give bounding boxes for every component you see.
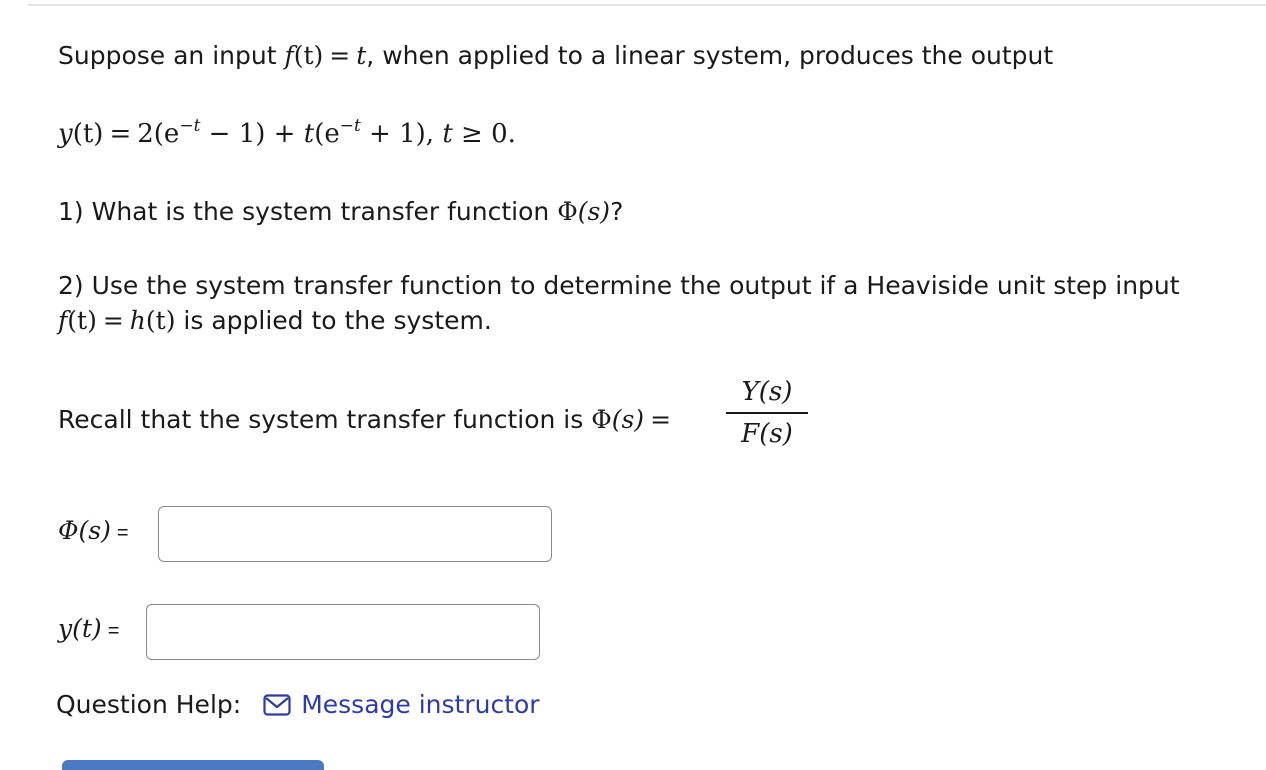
math-y: y bbox=[58, 119, 73, 149]
fraction-numerator: Y(s) bbox=[741, 377, 793, 407]
math-phi: Φ bbox=[591, 405, 612, 434]
math-equals: = bbox=[650, 405, 672, 434]
math-s-arg: (s) bbox=[577, 197, 611, 226]
part1-qmark: ? bbox=[610, 197, 624, 226]
question-help-label: Question Help: bbox=[56, 690, 242, 719]
math-equals: = bbox=[109, 119, 132, 149]
submit-button[interactable] bbox=[62, 760, 324, 770]
math-exponent-a: −t bbox=[179, 116, 201, 136]
transfer-fraction bbox=[726, 376, 808, 450]
math-t: t bbox=[303, 119, 315, 149]
math-t-arg: (t) bbox=[145, 306, 176, 335]
math-phi: Φ bbox=[557, 197, 578, 226]
message-instructor-link[interactable] bbox=[263, 690, 539, 719]
math-equals: = bbox=[329, 41, 351, 70]
phi-answer-input[interactable] bbox=[158, 506, 552, 562]
mail-icon bbox=[263, 694, 291, 716]
math-f: f bbox=[284, 41, 294, 70]
math-f: f bbox=[58, 306, 68, 335]
part2-question-cont bbox=[58, 305, 492, 337]
y-answer-input[interactable] bbox=[146, 604, 540, 660]
recall-sentence: Recall that the system transfer function is bbox=[58, 405, 592, 434]
fraction-bar bbox=[726, 412, 808, 414]
math-expr-e: + 1), bbox=[360, 119, 443, 149]
part1-text: 1) What is the system transfer function bbox=[58, 197, 558, 226]
y-label-text: y(t) bbox=[58, 614, 102, 643]
math-s-arg: (s) bbox=[611, 405, 645, 434]
top-divider bbox=[28, 4, 1266, 6]
math-expr-d: (e bbox=[314, 119, 340, 149]
message-instructor-text: Message instructor bbox=[301, 690, 540, 719]
math-t-arg: (t) bbox=[67, 306, 97, 335]
y-equals: = bbox=[107, 620, 120, 642]
intro-text: Suppose an input bbox=[58, 41, 285, 70]
math-exponent-b: −t bbox=[339, 116, 361, 136]
recall-text bbox=[58, 404, 677, 436]
math-h: h bbox=[129, 306, 146, 335]
math-y-arg: (t) bbox=[72, 119, 104, 149]
part2-text: 2) Use the system transfer function to determine the output if a Heaviside unit step input bbox=[58, 271, 1180, 300]
math-t-arg: (t) bbox=[293, 41, 324, 70]
question-help bbox=[56, 690, 540, 719]
part2-text-end: is applied to the system. bbox=[175, 306, 492, 335]
phi-equals: = bbox=[116, 522, 129, 544]
part1-question bbox=[58, 196, 623, 228]
question-intro bbox=[58, 40, 1053, 72]
part2-question bbox=[58, 270, 1180, 302]
intro-text-end: , when applied to a linear system, produces the output bbox=[366, 41, 1054, 70]
phi-label-text: Φ(s) bbox=[58, 516, 111, 545]
math-t: t bbox=[356, 41, 367, 70]
math-expr-b: − 1) + bbox=[200, 119, 304, 149]
output-equation bbox=[58, 118, 516, 150]
math-equals: = bbox=[102, 306, 124, 335]
math-cond-rest: ≥ 0. bbox=[452, 119, 516, 149]
y-answer-label bbox=[58, 614, 119, 643]
phi-answer-label bbox=[58, 516, 129, 545]
fraction-denominator: F(s) bbox=[741, 419, 793, 449]
math-cond-t: t bbox=[442, 119, 453, 149]
math-expr-a: 2(e bbox=[137, 119, 180, 149]
